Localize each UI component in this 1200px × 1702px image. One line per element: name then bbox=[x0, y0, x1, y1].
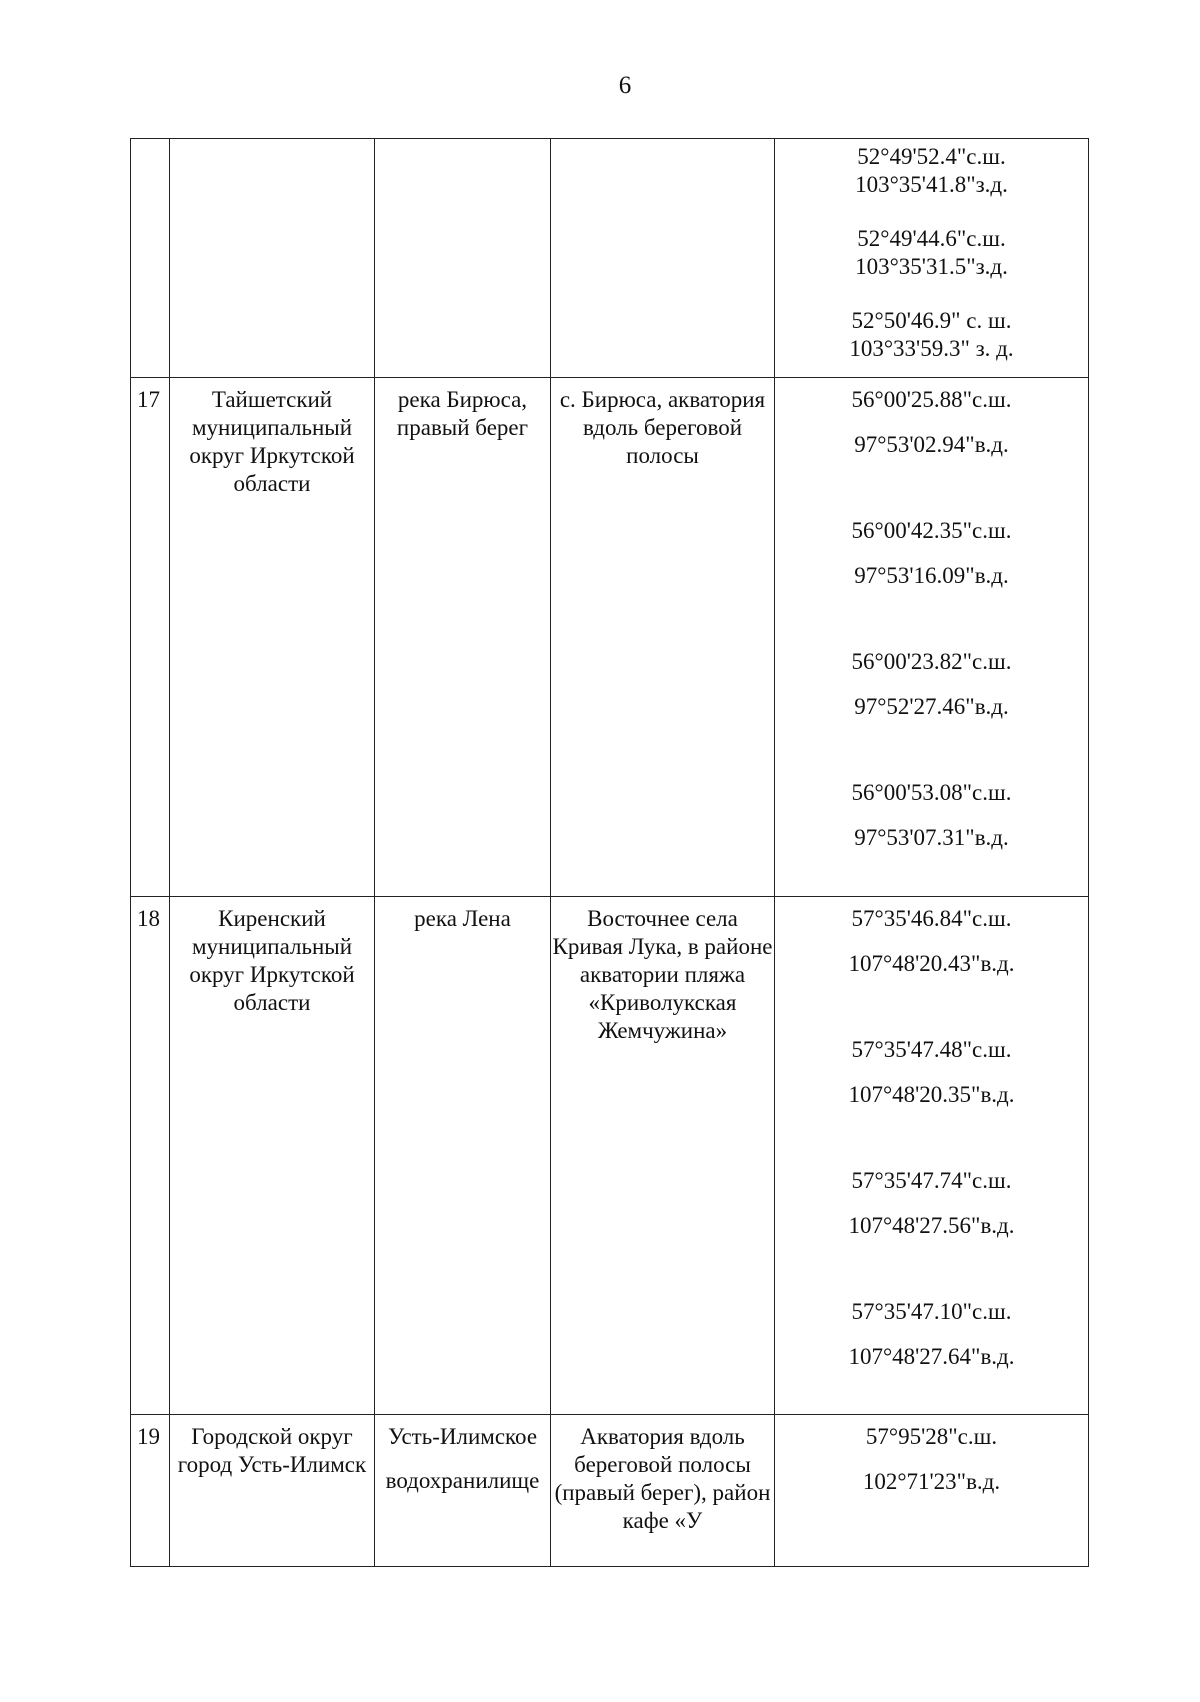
water-body-cell bbox=[375, 139, 551, 378]
longitude: 107°48'27.56"в.д. bbox=[848, 1213, 1015, 1238]
water-body-line: водохранилище bbox=[385, 1468, 540, 1493]
latitude: 52°50'46.9" с. ш. bbox=[851, 308, 1012, 333]
row-number bbox=[131, 139, 170, 378]
latitude: 52°49'44.6"с.ш. bbox=[857, 226, 1006, 251]
coordinates-cell bbox=[775, 139, 1089, 378]
coordinates-cell bbox=[775, 1415, 1089, 1567]
water-body-cell: река Лена bbox=[375, 897, 551, 1415]
row-number: 18 bbox=[131, 897, 170, 1415]
latitude: 57°35'47.10"с.ш. bbox=[851, 1299, 1012, 1324]
longitude: 97°53'07.31"в.д. bbox=[854, 825, 1009, 850]
water-body-line: Усть-Илимское bbox=[387, 1424, 538, 1449]
latitude: 57°35'47.48"с.ш. bbox=[851, 1037, 1012, 1062]
table-row bbox=[131, 378, 1089, 897]
table-row bbox=[131, 897, 1089, 1415]
latitude: 57°35'46.84"с.ш. bbox=[851, 906, 1012, 931]
row-number: 19 bbox=[131, 1415, 170, 1567]
longitude: 103°35'41.8"з.д. bbox=[855, 172, 1008, 197]
location-cell bbox=[551, 139, 775, 378]
table-row bbox=[131, 1415, 1089, 1567]
location-cell: Восточнее села Кривая Лука, в районе акватории пляжа «Криволукская Жемчужина» bbox=[551, 897, 775, 1415]
water-body-cell bbox=[375, 1415, 551, 1567]
latitude: 56°00'23.82"с.ш. bbox=[851, 649, 1012, 674]
beaches-table bbox=[130, 138, 1089, 1567]
location-cell: с. Бирюса, акватория вдоль береговой полосы bbox=[551, 378, 775, 897]
district-cell: Городской округ город Усть-Илимск bbox=[170, 1415, 375, 1567]
district-cell bbox=[170, 139, 375, 378]
location-cell: Акватория вдоль береговой полосы (правый берег), район кафе «У bbox=[551, 1415, 775, 1567]
longitude: 97°52'27.46"в.д. bbox=[854, 694, 1009, 719]
longitude: 107°48'20.35"в.д. bbox=[848, 1082, 1015, 1107]
latitude: 56°00'25.88"с.ш. bbox=[851, 387, 1012, 412]
water-body-cell: река Бирюса, правый берег bbox=[375, 378, 551, 897]
coordinates-cell bbox=[775, 378, 1089, 897]
latitude: 57°95'28"с.ш. bbox=[865, 1424, 998, 1449]
latitude: 56°00'53.08"с.ш. bbox=[851, 780, 1012, 805]
longitude: 103°35'31.5"з.д. bbox=[855, 254, 1008, 279]
longitude: 102°71'23"в.д. bbox=[862, 1469, 1001, 1494]
longitude: 97°53'02.94"в.д. bbox=[854, 432, 1009, 457]
latitude: 56°00'42.35"с.ш. bbox=[851, 518, 1012, 543]
longitude: 107°48'20.43"в.д. bbox=[848, 951, 1015, 976]
latitude: 57°35'47.74"с.ш. bbox=[851, 1168, 1012, 1193]
page-number: 6 bbox=[618, 72, 632, 99]
district-cell: Киренский муниципальный округ Иркутской области bbox=[170, 897, 375, 1415]
district-cell: Тайшетский муниципальный округ Иркутской области bbox=[170, 378, 375, 897]
latitude: 52°49'52.4"с.ш. bbox=[857, 144, 1006, 169]
coordinates-cell bbox=[775, 897, 1089, 1415]
table-row bbox=[131, 139, 1089, 378]
longitude: 107°48'27.64"в.д. bbox=[848, 1344, 1015, 1369]
longitude: 103°33'59.3" з. д. bbox=[849, 336, 1014, 361]
row-number: 17 bbox=[131, 378, 170, 897]
longitude: 97°53'16.09"в.д. bbox=[854, 563, 1009, 588]
